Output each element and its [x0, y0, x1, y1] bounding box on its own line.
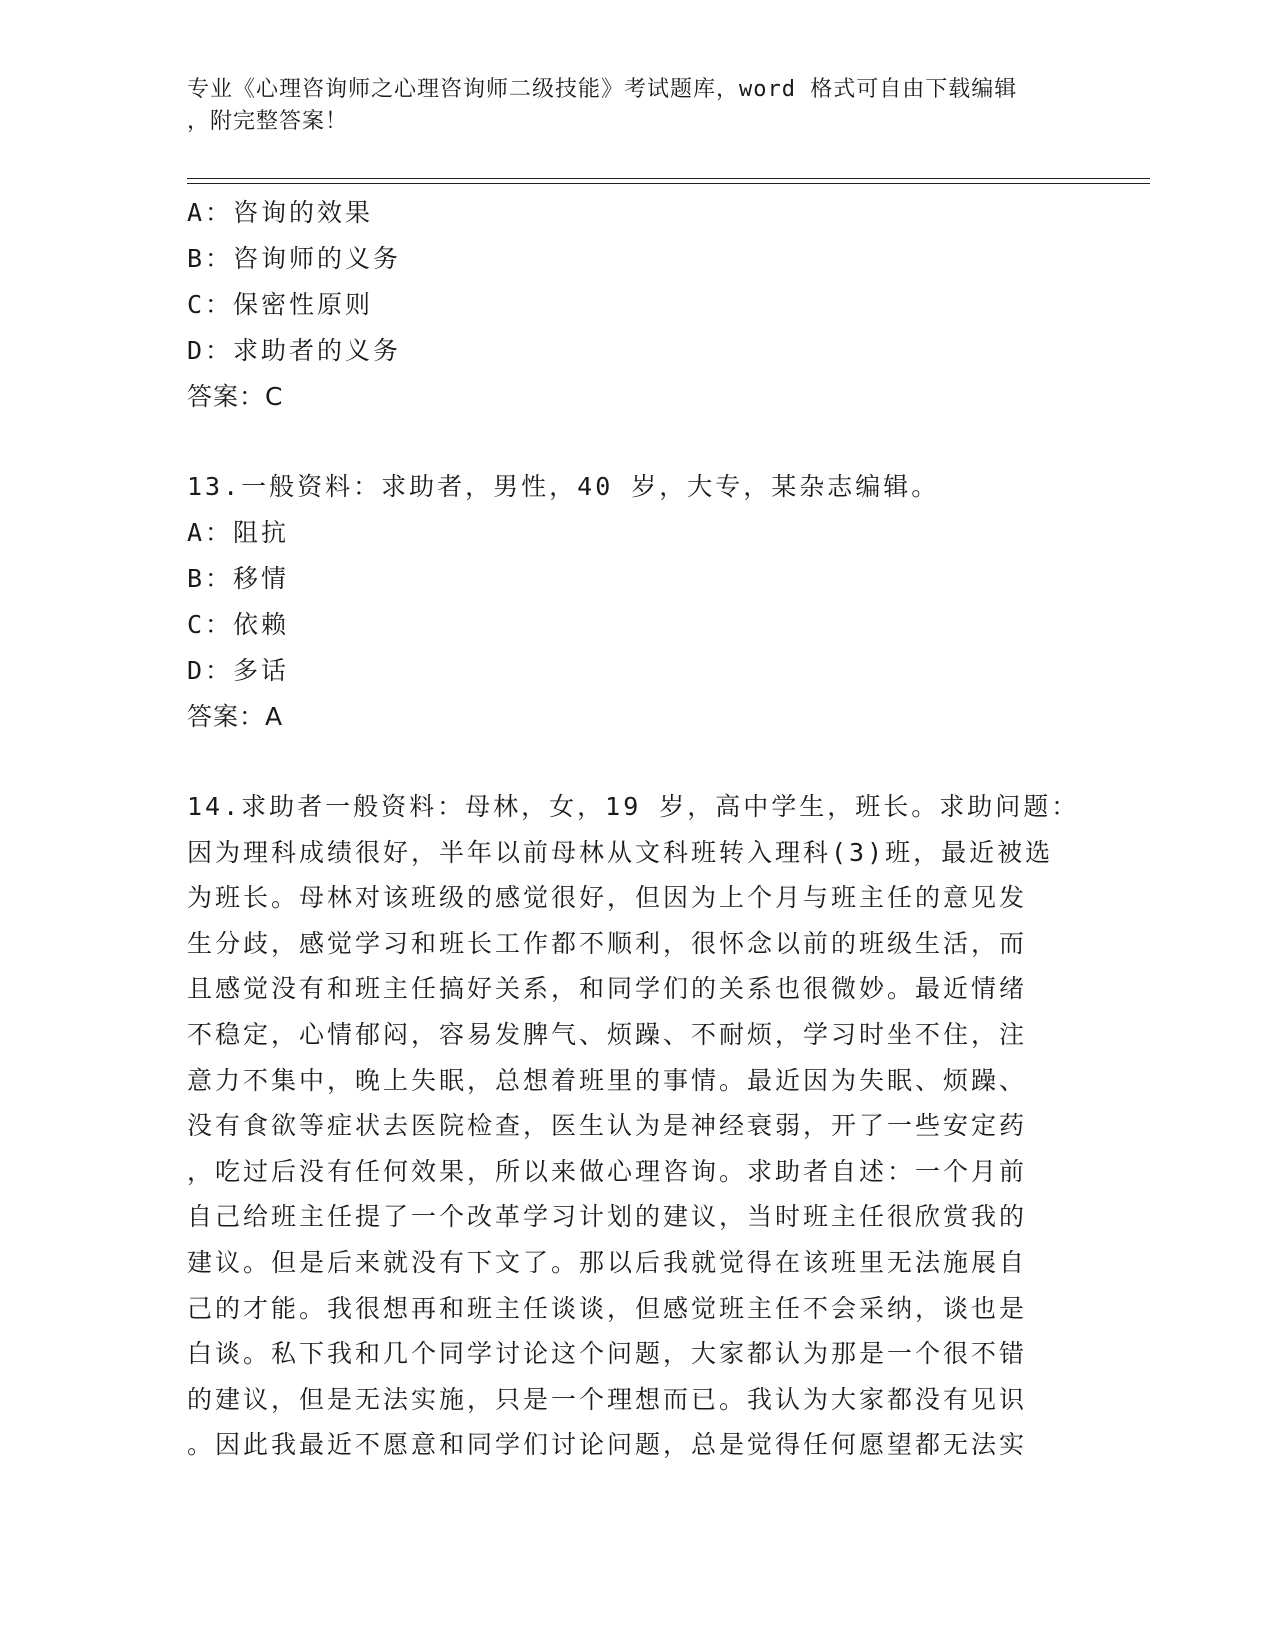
paragraph-line: 建议。但是后来就没有下文了。那以后我就觉得在该班里无法施展自 — [187, 1247, 1028, 1277]
answer-line: 答案：C — [187, 382, 284, 411]
page-header — [187, 74, 1067, 138]
option-d: D：多话 — [187, 656, 290, 685]
paragraph-line: 为班长。母林对该班级的感觉很好，但因为上个月与班主任的意见发 — [187, 883, 1028, 913]
header-rule-top — [187, 178, 1150, 179]
header-line: 专业《心理咨询师之心理咨询师二级技能》考试题库，word 格式可自由下载编辑 — [187, 77, 1018, 102]
paragraph-line: 。因此我最近不愿意和同学们讨论问题，总是觉得任何愿望都无法实 — [187, 1430, 1028, 1460]
header-line: ，附完整答案！ — [187, 109, 349, 134]
question-stem: 13.一般资料：求助者，男性，40 岁，大专，某杂志编辑。 — [187, 472, 940, 501]
paragraph-line: 不稳定，心情郁闷，容易发脾气、烦躁、不耐烦，学习时坐不住，注 — [187, 1019, 1028, 1049]
question-12-block — [187, 190, 1087, 420]
spacer — [187, 740, 1087, 784]
paragraph-line: 自己给班主任提了一个改革学习计划的建议，当时班主任很欣赏我的 — [187, 1202, 1028, 1232]
option-a: A：咨询的效果 — [187, 198, 374, 227]
paragraph-line: 的建议，但是无法实施，只是一个理想而已。我认为大家都没有见识 — [187, 1384, 1028, 1414]
paragraph-line: 14.求助者一般资料：母林，女，19 岁，高中学生，班长。求助问题： — [187, 792, 1080, 821]
paragraph-line: 意力不集中，晚上失眠，总想着班里的事情。最近因为失眠、烦躁、 — [187, 1065, 1028, 1095]
paragraph-line: 因为理科成绩很好，半年以前母林从文科班转入理科(3)班，最近被选 — [187, 837, 1054, 867]
option-a: A：阻抗 — [187, 518, 290, 547]
paragraph-line: 己的才能。我很想再和班主任谈谈，但感觉班主任不会采纳，谈也是 — [187, 1293, 1028, 1323]
paragraph-line: ，吃过后没有任何效果，所以来做心理咨询。求助者自述：一个月前 — [187, 1156, 1028, 1186]
header-rule-bottom — [187, 183, 1150, 184]
paragraph-line: 且感觉没有和班主任搞好关系，和同学们的关系也很微妙。最近情绪 — [187, 974, 1028, 1004]
question-14-block — [187, 784, 1087, 1468]
option-b: B：咨询师的义务 — [187, 244, 402, 273]
option-d: D：求助者的义务 — [187, 336, 402, 365]
document-body — [187, 190, 1087, 1468]
option-c: C：保密性原则 — [187, 290, 374, 319]
paragraph-line: 白谈。私下我和几个同学讨论这个问题，大家都认为那是一个很不错 — [187, 1339, 1028, 1369]
paragraph-line: 没有食欲等症状去医院检查，医生认为是神经衰弱，开了一些安定药 — [187, 1111, 1028, 1141]
answer-line: 答案：A — [187, 702, 284, 731]
question-13-block — [187, 464, 1087, 740]
option-c: C：依赖 — [187, 610, 290, 639]
option-b: B：移情 — [187, 564, 290, 593]
spacer — [187, 420, 1087, 464]
paragraph-line: 生分歧，感觉学习和班长工作都不顺利，很怀念以前的班级生活，而 — [187, 928, 1028, 958]
